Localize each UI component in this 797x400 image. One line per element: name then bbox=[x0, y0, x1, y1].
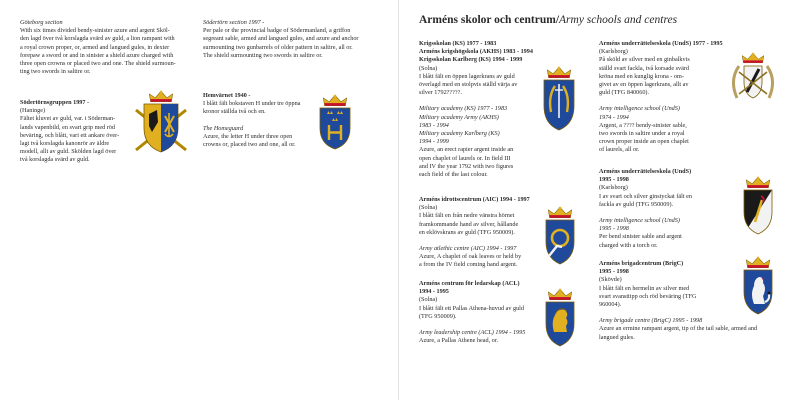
unds1-location: (Karlsborg) bbox=[599, 48, 628, 56]
brigc-line: I blått fält en hermelin av silver med bbox=[599, 284, 690, 292]
sodertorn-line: beväring, och blått, vari ett ankare över- bbox=[20, 131, 120, 139]
krigsskolan-coat-of-arms-icon bbox=[541, 66, 577, 132]
acl-block bbox=[419, 280, 559, 345]
sodertorn-line: Fältet kluvet av guld, var. i Söderman- bbox=[20, 115, 116, 123]
goteborg-line: forepaw a sword or and in sinister a shield azure charged with bbox=[20, 51, 174, 59]
sodertorn-line: modell, allt av guld. Skölden lagd över bbox=[20, 148, 117, 156]
section-title-en: Army schools and centres bbox=[559, 14, 678, 26]
sodertorn-line: lagt två korslagda kanonrör av äldre bbox=[20, 140, 110, 148]
hemvarnet-title: Hemvärnet 1940 - bbox=[203, 92, 251, 99]
goteborg-line: a royal crown proper, or, armed and langued gules, in dexter bbox=[20, 43, 170, 51]
unds-1977-badge-icon bbox=[725, 52, 781, 104]
sodertorn-section-line: Per pale or the provincial badge of Södermanland, a griffon bbox=[203, 27, 351, 35]
unds1-line: kröna med en kunglig krona - om- bbox=[599, 72, 684, 80]
sodertorn-section-line: segreant sable, armed and langued gules, and azure and anchor bbox=[203, 35, 359, 43]
unds2-en-title: 1995 - 1998 bbox=[599, 225, 629, 233]
unds1-line: guld (TFG 840060). bbox=[599, 89, 650, 97]
unds2-heading: 1995 - 1998 bbox=[599, 176, 629, 184]
brigc-en-line: Azure an ermine rampant argent, tip of the tail sable, armed and bbox=[599, 325, 758, 333]
unds2-en-line: Per bend sinister sable and argent bbox=[599, 233, 682, 241]
homeguard-title: The Homeguard bbox=[203, 124, 244, 132]
ks-en-line: open chaplet of laurels or. In field III bbox=[419, 154, 511, 162]
section-title-sv: Arméns skolor och centrum/ bbox=[419, 14, 560, 26]
acl-en-line: Azure, a Pallas Athene head, or. bbox=[419, 337, 499, 345]
unds2-line: I av svart och silver ginstyckat fält en bbox=[599, 192, 692, 200]
homeguard-line: crowns or, placed two and one, all or. bbox=[203, 141, 296, 149]
aic-heading: Arméns idrottscentrum (AIC) 1994 - 1997 bbox=[419, 196, 530, 203]
sodertorn-section-line: surmounting two gunbarrels of older pattern in saltire, all or. bbox=[203, 43, 353, 51]
unds2-line: fackla av guld (TFG 950009). bbox=[599, 200, 674, 208]
aic-coat-of-arms-icon bbox=[543, 206, 577, 266]
brigc-en-title: Army brigade centre (BrigC) 1995 - 1998 bbox=[599, 317, 703, 325]
right-page bbox=[399, 0, 797, 400]
brigc-en-line: langued gules. bbox=[599, 333, 635, 341]
goteborg-line: ting two swords in saltire or. bbox=[20, 68, 91, 76]
left-page bbox=[0, 0, 398, 400]
unds2-en-line: charged with a torch or. bbox=[599, 241, 658, 249]
brigc-heading: Arméns brigadcentrum (BrigC) bbox=[599, 260, 684, 267]
sodertorn-coat-of-arms-icon bbox=[130, 88, 192, 156]
ks-heading: Krigsskolan (KS) 1977 - 1983 bbox=[419, 40, 497, 47]
unds2-heading: Arméns underrättelseskola (UndS) bbox=[599, 168, 692, 175]
unds2-location: (Karlsborg) bbox=[599, 184, 628, 192]
ks-location: (Solna) bbox=[419, 64, 438, 72]
unds1-line: ställd svart fackla, två korsade svärd bbox=[599, 64, 690, 72]
aic-location: (Solna) bbox=[419, 204, 438, 212]
section-title bbox=[419, 14, 677, 26]
acl-heading: 1994 - 1995 bbox=[419, 288, 449, 296]
unds2-en-title: Army intelligence school (UndS) bbox=[599, 217, 680, 225]
sodertorn-section-block bbox=[203, 19, 393, 60]
unds-1995-coat-of-arms-icon bbox=[741, 176, 775, 236]
ks-line: överlagd med en stolpvis ställd värja av bbox=[419, 81, 518, 89]
aic-en-line: Azure, A chaplet of oak leaves or held by bbox=[419, 253, 522, 261]
ks-en-title: 1994 - 1999 bbox=[419, 138, 449, 146]
sodertorn-line: lands vapenbild, en svart grip med röd bbox=[20, 123, 116, 131]
sodertorn-section-line: The shield surmounting two swords in saltire or. bbox=[203, 51, 323, 59]
aic-en-title: Army atlethic centre (AIC) 1994 - 1997 bbox=[419, 245, 517, 253]
brigc-heading: 1995 - 1998 bbox=[599, 268, 629, 276]
hemvarnet-block bbox=[203, 92, 323, 149]
ks-en-title: Military academy Karlberg (KS) bbox=[419, 130, 500, 138]
unds-1995-block bbox=[599, 168, 764, 250]
goteborg-line: With six times divided bendy-sinister azure and argent Sköl- bbox=[20, 27, 170, 35]
acl-line: I blått fält ett Pallas Athena-huvud av guld bbox=[419, 304, 524, 312]
ks-heading: Krigsskolan Karlberg (KS) 1994 - 1999 bbox=[419, 56, 523, 64]
aic-line: framkommande hand av silver, hållande bbox=[419, 220, 519, 228]
brigc-line: svart svansttipp och röd beväring (TFG bbox=[599, 292, 697, 300]
unds1-line: På sköld av silver med en ginbalkvis bbox=[599, 56, 690, 64]
hemvarnet-coat-of-arms-icon bbox=[316, 94, 354, 150]
goteborg-line: den lagd över två korslagda svärd av guld, a lion rampant with bbox=[20, 35, 175, 43]
homeguard-line: Azure, the letter H under three open bbox=[203, 132, 293, 140]
ks-en-title: Military academy Army (AKHS) bbox=[419, 113, 499, 121]
sodertorn-line: två korslagda svärd av guld. bbox=[20, 156, 90, 164]
sodertorn-section-title: Södertörn section 1997 - bbox=[203, 19, 265, 26]
ks-line: silver 1792?????. bbox=[419, 89, 462, 97]
unds1-en-title: Army intelligence school (UndS) bbox=[599, 105, 680, 113]
ks-en-title: Military academy (KS) 1977 - 1983 bbox=[419, 105, 508, 113]
aic-line: I blått fält en från nedre vänstra hörnet bbox=[419, 212, 515, 220]
aic-line: en eklövskrans av guld (TFG 950009). bbox=[419, 228, 515, 236]
aic-en-line: a from the IV field coming hand argent. bbox=[419, 261, 518, 269]
unds1-en-line: Argent, a ???? bendy-sinister sable, bbox=[599, 121, 687, 129]
sodertorn-location: (Haninge) bbox=[20, 107, 46, 115]
brigc-location: (Skövde) bbox=[599, 276, 622, 284]
goteborg-line: three open crowns or placed two and one. The shield surmoun- bbox=[20, 60, 176, 68]
ks-heading: Arméns krigshögskola (AKHS) 1983 - 1994 bbox=[419, 48, 533, 56]
acl-location: (Solna) bbox=[419, 296, 438, 304]
ks-en-line: Azure, an erect rapier argent inside an bbox=[419, 146, 514, 154]
unds1-en-line: crown proper inside an open chaplet bbox=[599, 138, 689, 146]
unds1-heading: Arméns underrättelseskola (UndS) 1977 - 1995 bbox=[599, 40, 723, 47]
unds1-en-title: 1974 - 1994 bbox=[599, 113, 629, 121]
brigc-coat-of-arms-icon bbox=[741, 256, 775, 316]
hemvarnet-line: I blått fält bokstaven H under tre öppna bbox=[203, 100, 301, 108]
unds1-en-line: of laurels, all or. bbox=[599, 146, 640, 154]
ks-en-line: each field of the last colour. bbox=[419, 171, 488, 179]
unds1-line: givet av en öppen lagerkrans, allt av bbox=[599, 81, 689, 89]
acl-en-title: Army leadership centre (ACL) 1994 - 1995 bbox=[419, 329, 526, 337]
hemvarnet-line: kronor ställda två och en. bbox=[203, 108, 266, 116]
brigc-line: 960004). bbox=[599, 301, 622, 309]
unds1-en-line: two swords in saltire under a royal bbox=[599, 130, 685, 138]
ks-en-line: and IV the year 1792 with two figures bbox=[419, 162, 514, 170]
ks-en-title: 1983 - 1994 bbox=[419, 121, 449, 129]
goteborg-title: Göteborg section bbox=[20, 19, 63, 26]
acl-heading: Arméns centrum för ledarskap (ACL) bbox=[419, 280, 520, 287]
acl-coat-of-arms-icon bbox=[543, 288, 577, 348]
acl-line: (TFG 950009). bbox=[419, 312, 457, 320]
sodertorn-title: Södertörnsgruppen 1997 - bbox=[20, 99, 90, 106]
ks-line: I blått fält en öppen lagerkrans av guld bbox=[419, 72, 515, 80]
